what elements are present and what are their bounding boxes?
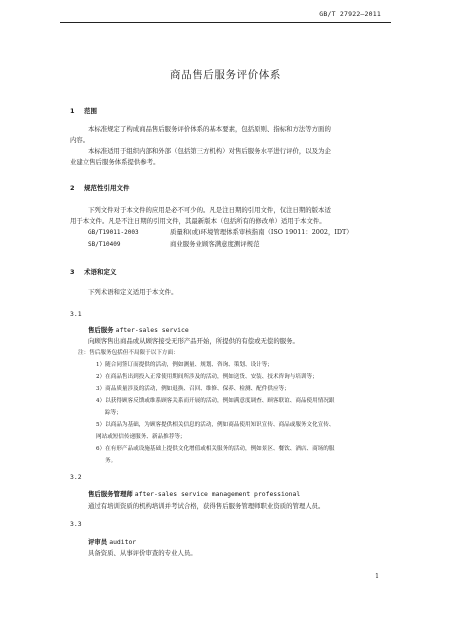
clause-number-3-2: 3.2 <box>70 473 82 481</box>
note-item: 2）在商品售出到投入正常使用期间所涉及的活动，例如送货、安装、技术咨询与培训等； <box>96 374 318 380</box>
section-1-heading <box>70 106 97 115</box>
scope-paragraph-1-line-2: 内容。 <box>70 136 90 144</box>
note-text: 售后服务包括但不局限于以下方面： <box>89 350 179 356</box>
scope-paragraph-2-line-1: 本标准适用于组织内部和外部（包括第三方机构）对售后服务水平进行评价，以及为企 <box>88 147 331 155</box>
reference-item <box>88 227 353 238</box>
term-3-2-definition: 通过有培训资质的机构培训并考试合格，获得售后服务管理师职业资质的管理人员。 <box>88 502 325 510</box>
term-3-2 <box>88 489 300 500</box>
document-title: 商品售后服务评价体系 <box>170 69 281 81</box>
note-item: 5）以商品为基础，为顾客提供相关信息的活动，例如商品使用知识宣传、商品或服务文化宣传、 <box>96 422 335 428</box>
note-item: 4）以获得顾客反馈或维系顾客关系而开展的活动，例如满意度调查、顾客联谊、商品使用情况跟 <box>96 398 335 404</box>
section-number: 2 <box>70 184 75 192</box>
reference-title: 商业服务业顾客满意度测评规范 <box>170 240 260 248</box>
header-rule <box>60 22 391 23</box>
note-item: 1）随合同签订而提供的活动，例如测量、规划、咨询、策划、设计等； <box>96 362 273 368</box>
reference-item <box>88 239 259 250</box>
section-3-heading <box>70 267 117 276</box>
page-number: 1 <box>375 573 379 580</box>
note-item-continuation: 踪等； <box>105 410 122 416</box>
section-number: 3 <box>70 268 75 276</box>
note-item-continuation: 网站或短信传递服务、新品推荐等； <box>96 434 186 440</box>
term-3-1 <box>88 325 189 336</box>
reference-title: 质量和(或)环境管理体系审核指南（ISO 19011：2002，IDT） <box>170 228 353 236</box>
standard-number: GB/T 27922—2011 <box>319 10 381 18</box>
term-chinese: 售后服务管理师 <box>88 490 133 498</box>
reference-code: GB/T19011-2003 <box>88 229 139 236</box>
note-intro <box>78 348 179 358</box>
scope-paragraph-2-line-2: 业建立售后服务体系提供参考。 <box>70 158 160 166</box>
section-title: 规范性引用文件 <box>84 184 130 192</box>
definitions-intro: 下列术语和定义适用于本文件。 <box>88 288 178 296</box>
clause-number-3-1: 3.1 <box>70 310 82 318</box>
references-paragraph-line-2: 用于本文件。凡是不注日期的引用文件，其最新版本（包括所有的修改单）适用于本文件。 <box>70 217 326 225</box>
section-title: 术语和定义 <box>84 268 117 276</box>
section-number: 1 <box>70 107 75 115</box>
term-3-3-definition: 具备资质、从事评价审查的专业人员。 <box>88 549 197 557</box>
section-title: 范围 <box>84 107 97 115</box>
term-3-1-definition: 向顾客售出商品或从顾客接受无形产品开始，所提供的有偿或无偿的服务。 <box>88 337 299 345</box>
clause-number-3-3: 3.3 <box>70 520 82 528</box>
references-paragraph-line-1: 下列文件对于本文件的应用是必不可少的。凡是注日期的引用文件，仅注日期的版本适 <box>88 206 331 214</box>
term-english: auditor <box>109 538 137 546</box>
term-english: after-sales service <box>115 326 189 334</box>
term-3-3 <box>88 537 136 548</box>
note-item: 6）在有形产品或设施基础上提供文化增值或相关服务的活动，例如景区、餐饮、酒店、商场的服 <box>96 446 335 452</box>
term-chinese: 评审员 <box>88 538 108 546</box>
note-item-continuation: 务。 <box>105 458 117 464</box>
note-label: 注： <box>78 350 90 356</box>
term-chinese: 售后服务 <box>88 326 114 334</box>
note-item: 3）商品质量涉及的活动，例如退换、召回、维修、保养、检测、配件供应等； <box>96 386 290 392</box>
scope-paragraph-1-line-1: 本标准规定了构成商品售后服务评价体系的基本要素，包括原则、指标和方法等方面的 <box>88 125 331 133</box>
term-english: after-sales service management professional <box>134 490 301 498</box>
reference-code: SB/T10409 <box>88 241 121 248</box>
section-2-heading <box>70 183 130 192</box>
